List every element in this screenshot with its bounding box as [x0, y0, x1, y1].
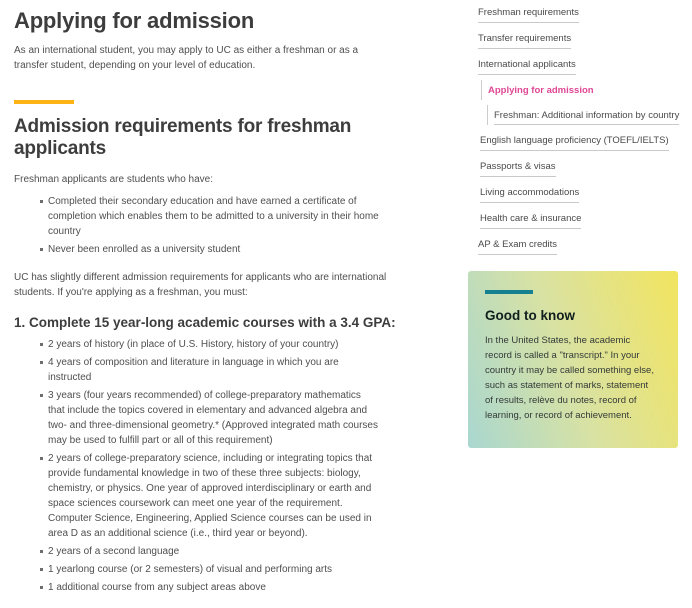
list-item: Completed their secondary education and have earned a certificate of completion which enables them to be admitted to a university in their home country [48, 195, 379, 237]
good-to-know-text: In the United States, the academic record is called a "transcript." In your country it may be called something else, such as statement of marks, statement of results, relève du notes, record of learning, or record of achievement. [485, 334, 654, 421]
sidebar-item-applying-for-admission[interactable]: Applying for admission [488, 84, 594, 96]
good-to-know-box [468, 271, 678, 448]
sidebar-row [478, 28, 686, 49]
list-item: 2 years of history (in place of U.S. History, history of your country) [48, 337, 380, 352]
sidebar-nav [476, 2, 686, 255]
sidebar-row [478, 2, 686, 23]
sidebar-row-active [481, 80, 686, 100]
sidebar-item-health-care-insurance[interactable]: Health care & insurance [480, 211, 581, 229]
sidebar-item-living-accommodations[interactable]: Living accommodations [480, 185, 579, 203]
right-column [464, 0, 692, 608]
sidebar-row [480, 208, 686, 229]
list-item: 1 yearlong course (or 2 semesters) of visual and performing arts [48, 562, 380, 577]
freshman-intro: Freshman applicants are students who have: [14, 173, 213, 185]
good-to-know-title: Good to know [485, 307, 575, 323]
list-item: 3 years (four years recommended) of college-preparatory mathematics that include the topics covered in elementary and advanced algebra and two- and three-dimensional geometry.* (Approved integrated math courses may be used to fulfill part or all of this requirement) [48, 389, 378, 446]
sidebar-item-freshman-requirements[interactable]: Freshman requirements [478, 5, 579, 23]
sidebar-item-transfer-requirements[interactable]: Transfer requirements [478, 31, 571, 49]
sidebar-row [480, 130, 686, 151]
freshman-criteria-list [14, 194, 454, 257]
sidebar-item-international-applicants[interactable]: International applicants [478, 57, 576, 75]
sidebar-item-ap-exam-credits[interactable]: AP & Exam credits [478, 237, 557, 255]
list-item: Never been enrolled as a university student [48, 242, 380, 257]
sidebar-row [487, 105, 686, 126]
list-item: 1 additional course from any subject areas above [48, 580, 380, 595]
intro-paragraph: As an international student, you may apply to UC as either a freshman or as a transfer student, depending on your level of education. [14, 45, 359, 71]
page-title: Applying for admission [14, 8, 255, 33]
requirement-1-heading: 1. Complete 15 year-long academic courses with a 3.4 GPA: [14, 314, 396, 330]
list-item: 2 years of college-preparatory science, including or integrating topics that provide fundamental knowledge in two of these three subjects: biology, chemistry, or physics. One year of approved interdisciplinary or earth and space sciences coursework can meet one year of the requirement. Computer Science, Engineering, Applied Science courses can be used in area D as an additional science (i.e., third year or beyond). [48, 451, 380, 541]
list-item: 2 years of a second language [48, 544, 380, 559]
sidebar-row [480, 156, 686, 177]
sidebar-row [478, 54, 686, 75]
sidebar-item-passports-visas[interactable]: Passports & visas [480, 159, 556, 177]
gold-divider-bar [14, 100, 74, 104]
sidebar-item-english-language-proficiency[interactable]: English language proficiency (TOEFL/IELTS) [480, 133, 669, 151]
uc-note-paragraph: UC has slightly different admission requirements for applicants who are international students. If you're applying as a freshman, you must: [14, 271, 387, 298]
sidebar-row [478, 234, 686, 255]
teal-accent-bar [485, 290, 533, 294]
section-title: Admission requirements for freshman applicants [14, 116, 352, 160]
sidebar-row [480, 182, 686, 203]
course-requirements-list [14, 337, 454, 595]
sidebar-item-freshman-additional-info-by-country[interactable]: Freshman: Additional information by country [494, 108, 679, 126]
list-item: 4 years of composition and literature in language in which you are instructed [48, 355, 380, 385]
